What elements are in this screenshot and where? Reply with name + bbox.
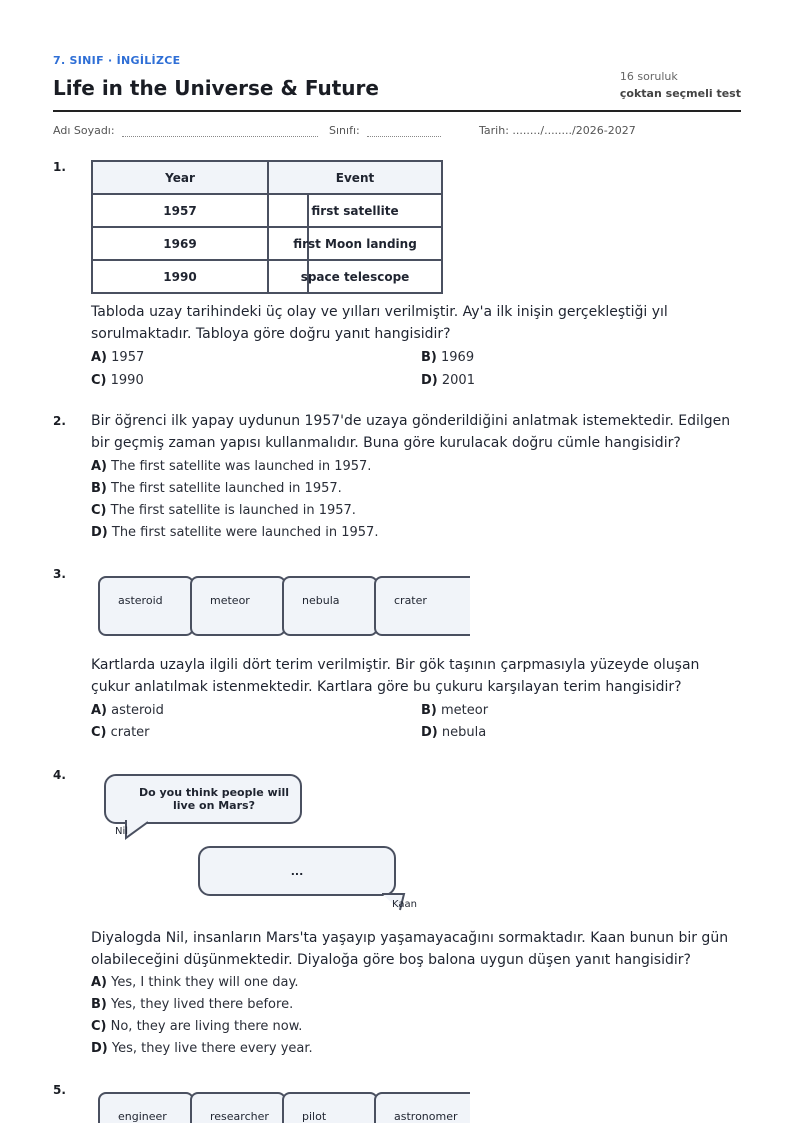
table-cell: 1969 [92,227,268,260]
student-info [53,124,741,140]
term-card: nebula [282,576,378,636]
option-a[interactable]: A) Yes, I think they will one day. [91,975,299,990]
term-card: crater [374,576,470,636]
table-cell [268,194,442,227]
option-c[interactable]: C) No, they are living there now. [91,1019,303,1034]
option-b[interactable]: B) The first satellite launched in 1957. [91,481,342,496]
question-number: 5. [53,1083,66,1097]
page-header [53,54,741,112]
cell-text: space telescope [300,269,410,284]
option-a[interactable]: A) The first satellite was launched in 1957. [91,459,372,474]
option-b[interactable]: B) meteor [421,703,489,718]
cell-text: first satellite [311,203,399,218]
question-text: Tabloda uzay tarihindeki üç olay ve yılları verilmiştir. Ay'a ilk inişin gerçekleştiği yıl sorulmaktadır. Tabloya göre doğru yanıt hangisidir? [91,304,668,342]
option-c[interactable]: C) 1990 [91,373,144,388]
table-cell: 1990 [92,260,268,293]
option-d[interactable]: D) nebula [421,725,487,740]
test-type: çoktan seçmeli test [619,87,741,100]
grade-label: 7. SINIF · İNGİLİZCE [53,54,181,67]
table-header: Year [92,161,268,194]
table-cell: 1957 [92,194,268,227]
term-card: researcher [190,1092,286,1123]
question-number: 2. [53,414,66,428]
table-cell [268,227,442,260]
table-row [92,194,442,227]
class-blank[interactable] [367,127,441,137]
name-blank[interactable] [122,127,318,137]
speech-bubble-kaan: ... [198,846,396,896]
option-c[interactable]: C) The first satellite is launched in 1957. [91,503,356,518]
class-field[interactable] [329,124,441,137]
table-cell [268,260,442,293]
table-row [92,260,442,293]
option-d[interactable]: D) 2001 [421,373,475,388]
term-card: meteor [190,576,286,636]
question-count: 16 soruluk [619,70,678,83]
option-d[interactable]: D) Yes, they live there every year. [91,1041,313,1056]
date-field[interactable]: Tarih: ......../......../2026-2027 [479,124,636,137]
question-text: Kartlarda uzayla ilgili dört terim verilmiştir. Bir gök taşının çarpmasıyla yüzeyde oluşan çukur anlatılmak istenmektedir. Kartlara göre bu çukuru karşılayan terim hangisidir? [91,657,700,695]
question-number: 3. [53,567,66,581]
term-card: asteroid [98,576,194,636]
term-cards [98,576,478,636]
cell-text: first Moon landing [293,236,417,251]
option-b[interactable]: B) 1969 [421,350,475,365]
option-a[interactable]: A) asteroid [91,703,164,718]
option-d[interactable]: D) The first satellite were launched in 1957. [91,525,379,540]
question-text: Bir öğrenci ilk yapay uydunun 1957'de uzaya gönderildiğini anlatmak istemektedir. Edilgen bir geçmiş zaman yapısı kullanmalıdır. Buna göre kurulacak doğru cümle hangisidir? [91,413,731,451]
term-card: pilot [282,1092,378,1123]
term-card: astronomer [374,1092,470,1123]
question-number: 1. [53,160,66,174]
table-header: Event [268,161,442,194]
table-row [92,227,442,260]
name-field[interactable] [53,124,318,137]
test-meta [620,70,741,100]
option-a[interactable]: A) 1957 [91,350,145,365]
option-b[interactable]: B) Yes, they lived there before. [91,997,294,1012]
table-header-row [92,161,442,194]
page-title: Life in the Universe & Future [53,76,379,100]
option-c[interactable]: C) crater [91,725,150,740]
name-label: Adı Soyadı: [53,124,115,137]
question-text: Diyalogda Nil, insanların Mars'ta yaşayıp yaşamayacağını sormaktadır. Kaan bunun bir gün olabileceğini düşünmektedir. Diyaloğa göre boş balona uygun düşen yanıt hangisidir? [91,930,729,968]
speaker-kaan: Kaan [392,899,417,910]
term-cards [98,1092,478,1123]
space-history-table [91,160,443,294]
question-number: 4. [53,768,66,782]
speech-bubble-nil: Do you think people will live on Mars? [104,774,302,824]
class-label: Sınıfı: [329,124,360,137]
speaker-nil: Nil [115,826,129,837]
term-card: engineer [98,1092,194,1123]
